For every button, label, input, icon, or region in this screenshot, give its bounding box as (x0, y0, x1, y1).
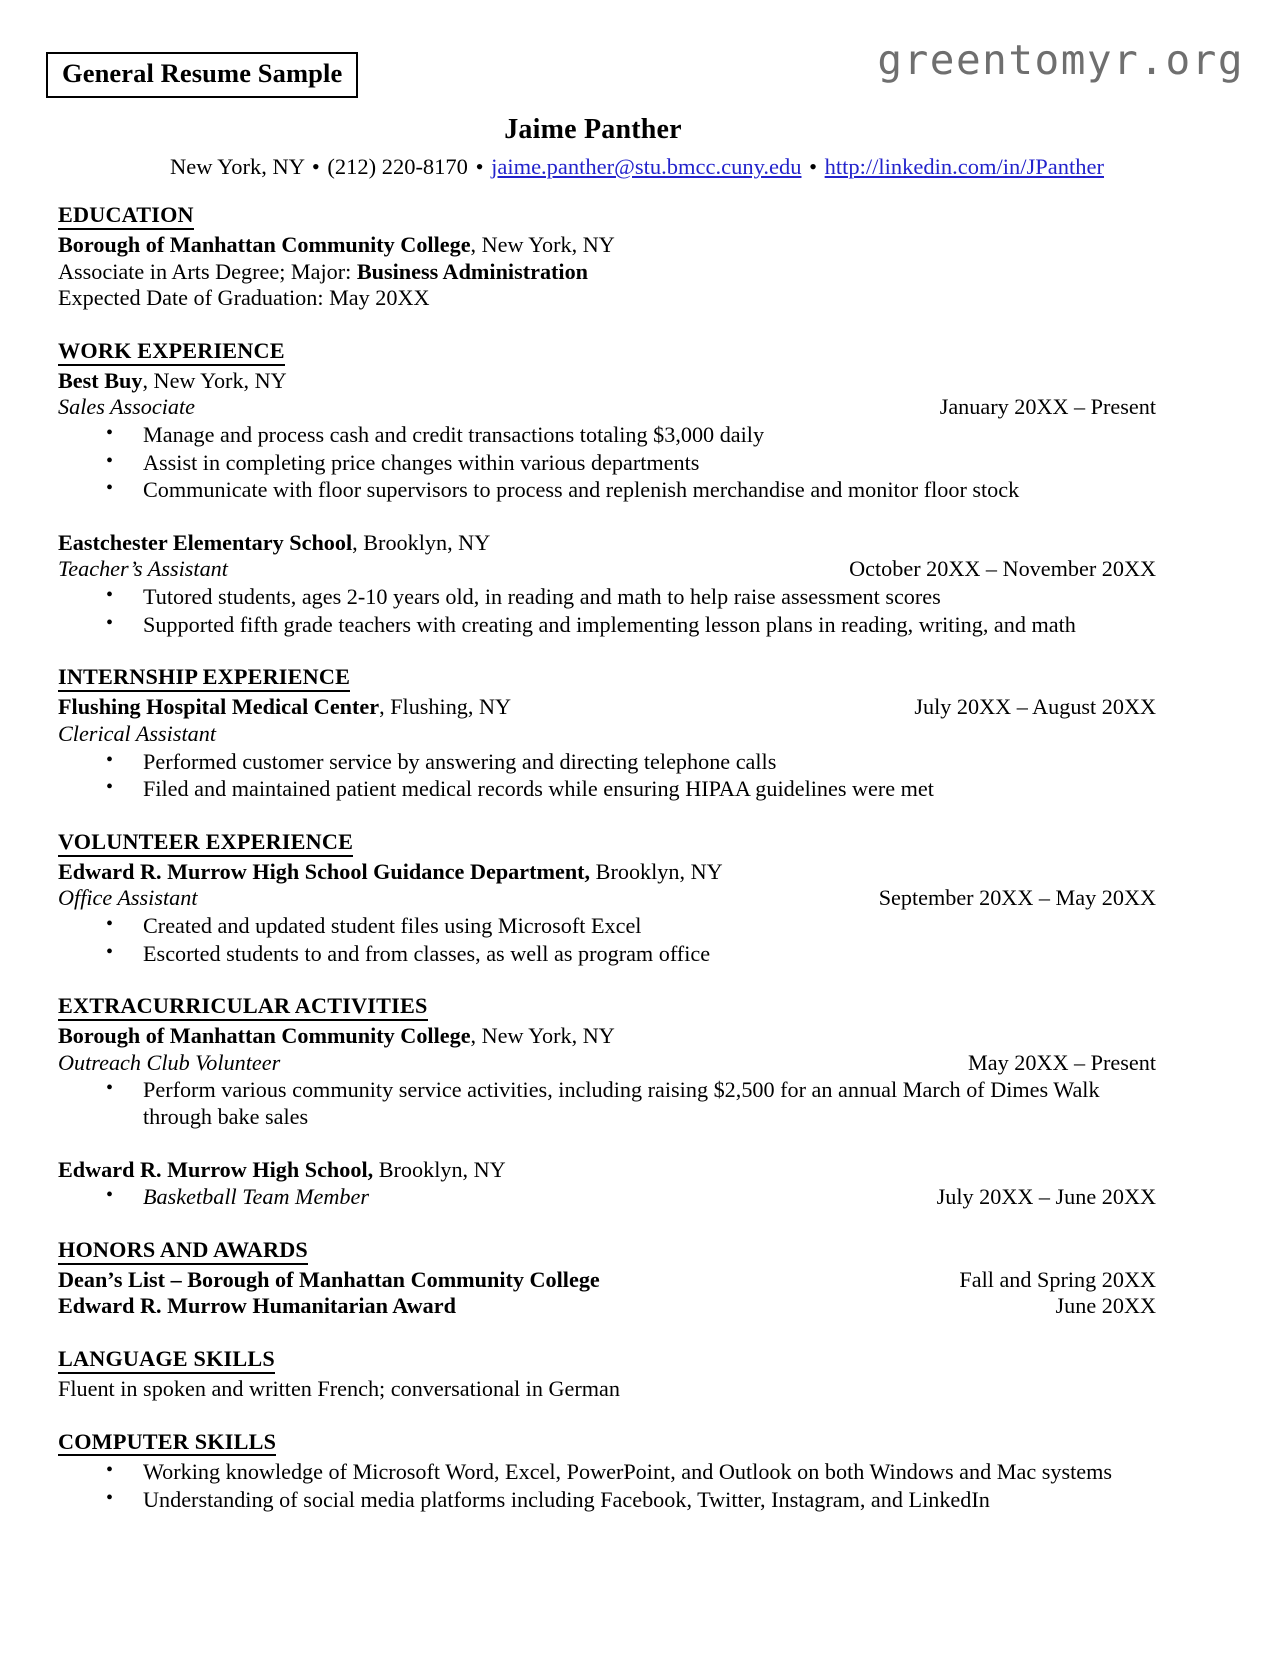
education-school-location: , New York, NY (470, 231, 615, 257)
list-item: • Performed customer service by answering and directing telephone calls (106, 749, 1156, 776)
volunteer-title: Office Assistant (58, 885, 198, 911)
internship-bullets (58, 749, 1156, 803)
work-entry-org-name: Eastchester Elementary School (58, 529, 353, 555)
list-item (106, 1184, 1156, 1211)
internship-title: Clerical Assistant (58, 720, 216, 746)
section-work-experience (58, 338, 1156, 639)
language-skills-body: Fluent in spoken and written French; conversational in German (58, 1375, 620, 1401)
honor-label: Dean’s List – Borough of Manhattan Community College (58, 1266, 600, 1292)
extracurricular-org-location: Brooklyn, NY (373, 1156, 506, 1182)
resume-body (0, 202, 1282, 1514)
section-heading-language-skills: LANGUAGE SKILLS (58, 1347, 275, 1374)
contact-linkedin-link[interactable]: http://linkedin.com/in/JPanther (824, 154, 1104, 179)
extracurricular-bullets (58, 1077, 1156, 1130)
extracurricular-date: May 20XX – Present (968, 1049, 1156, 1075)
section-heading-extracurricular: EXTRACURRICULAR ACTIVITIES (58, 994, 428, 1021)
extracurricular-bullets (58, 1184, 1156, 1211)
education-graduation-line: Expected Date of Graduation: May 20XX (58, 285, 430, 311)
contact-email-link[interactable]: jaime.panther@stu.bmcc.cuny.edu (491, 154, 802, 179)
volunteer-title-line (58, 885, 1156, 912)
entry-spacer (58, 504, 1156, 530)
honor-row (58, 1293, 1156, 1320)
contact-separator-3: • (809, 154, 818, 179)
list-item: • Understanding of social media platforms including Facebook, Twitter, Instagram, and LinkedIn (106, 1487, 1156, 1514)
contact-separator-1: • (311, 154, 320, 179)
candidate-name: Jaime Panther (504, 114, 682, 145)
work-entry-title-line (58, 394, 1156, 421)
work-entry-title: Teacher’s Assistant (58, 556, 228, 582)
section-heading-internship-experience: INTERNSHIP EXPERIENCE (58, 665, 350, 692)
section-heading-work-experience: WORK EXPERIENCE (58, 339, 285, 366)
entry-spacer (58, 1131, 1156, 1157)
honor-row (58, 1267, 1156, 1294)
education-school-name: Borough of Manhattan Community College (58, 231, 471, 257)
extracurricular-entry (58, 1023, 1156, 1131)
work-entry-org-line (58, 530, 1156, 557)
contact-line (0, 146, 1282, 180)
work-entry-org-line (58, 368, 1156, 395)
list-item: • Perform various community service activities, including raising $2,500 for an annual March of Dimes Walk through bake sales (106, 1077, 1156, 1130)
section-heading-computer-skills: COMPUTER SKILLS (58, 1430, 276, 1457)
contact-separator-2: • (475, 154, 484, 179)
education-degree-line (58, 259, 1156, 286)
education-major: Business Administration (356, 258, 589, 284)
work-entry-title: Sales Associate (58, 394, 196, 420)
extracurricular-org-line (58, 1023, 1156, 1050)
honor-date: June 20XX (1055, 1293, 1156, 1319)
extracurricular-role: • Basketball Team Member (143, 1184, 369, 1210)
list-item: • Manage and process cash and credit transactions totaling $3,000 daily (106, 422, 1156, 449)
work-entry (58, 368, 1156, 504)
section-internship-experience (58, 664, 1156, 802)
section-heading-volunteer-experience: VOLUNTEER EXPERIENCE (58, 830, 353, 857)
section-honors-and-awards (58, 1237, 1156, 1320)
volunteer-org-name: Edward R. Murrow High School Guidance Department, (58, 858, 591, 884)
work-entry-org-name: Best Buy (58, 367, 143, 393)
list-item: • Filed and maintained patient medical records while ensuring HIPAA guidelines were met (106, 776, 1156, 803)
section-computer-skills (58, 1429, 1156, 1514)
honor-label: Edward R. Murrow Humanitarian Award (58, 1293, 456, 1319)
volunteer-org-line (58, 859, 1156, 886)
section-heading-education: EDUCATION (58, 203, 194, 230)
list-item: • Created and updated student files using Microsoft Excel (106, 913, 1156, 940)
extracurricular-title-line (58, 1050, 1156, 1077)
contact-phone: (212) 220-8170 (327, 154, 468, 179)
list-item: • Assist in completing price changes within various departments (106, 450, 1156, 477)
extracurricular-title: Outreach Club Volunteer (58, 1049, 281, 1075)
internship-org-line (58, 694, 1156, 721)
work-entry (58, 530, 1156, 639)
sample-title-badge: General Resume Sample (46, 52, 358, 98)
internship-date: July 20XX – August 20XX (914, 694, 1156, 720)
section-education (58, 202, 1156, 312)
education-degree-prefix: Associate in Arts Degree; Major: (58, 258, 357, 284)
work-entry-org-location: , Brooklyn, NY (352, 529, 491, 555)
internship-org-location: , Flushing, NY (379, 694, 512, 720)
extracurricular-role-date: July 20XX – June 20XX (936, 1184, 1156, 1210)
list-item: • Working knowledge of Microsoft Word, Excel, PowerPoint, and Outlook on both Windows and Mac systems (106, 1459, 1156, 1486)
education-school-line (58, 232, 1156, 259)
volunteer-date: September 20XX – May 20XX (878, 885, 1156, 911)
work-entry-org-location: , New York, NY (142, 367, 287, 393)
work-entry-date: January 20XX – Present (939, 394, 1156, 420)
work-entry-bullets (58, 422, 1156, 504)
honor-date: Fall and Spring 20XX (959, 1266, 1156, 1292)
computer-skills-bullets (58, 1459, 1156, 1513)
work-entry-date: October 20XX – November 20XX (849, 556, 1156, 582)
internship-org-name: Flushing Hospital Medical Center (58, 694, 380, 720)
section-heading-honors: HONORS AND AWARDS (58, 1238, 308, 1265)
section-volunteer-experience (58, 829, 1156, 967)
list-item: • Escorted students to and from classes, as well as program office (106, 941, 1156, 968)
section-language-skills (58, 1346, 1156, 1403)
list-item: • Communicate with floor supervisors to process and replenish merchandise and monitor floor stock (106, 477, 1156, 504)
work-entry-bullets (58, 584, 1156, 638)
extracurricular-entry (58, 1157, 1156, 1211)
extracurricular-org-location: , New York, NY (470, 1023, 615, 1049)
extracurricular-org-name: Edward R. Murrow High School, (58, 1156, 374, 1182)
volunteer-bullets (58, 913, 1156, 967)
section-extracurricular-activities (58, 993, 1156, 1211)
contact-location: New York, NY (170, 154, 305, 179)
extracurricular-org-name: Borough of Manhattan Community College (58, 1023, 471, 1049)
page-header (0, 0, 1282, 100)
list-item: • Supported fifth grade teachers with creating and implementing lesson plans in reading, writing, and math (106, 612, 1156, 639)
list-item: • Tutored students, ages 2-10 years old, in reading and math to help raise assessment scores (106, 584, 1156, 611)
site-watermark: greentomyr.org (877, 36, 1244, 84)
work-entry-title-line (58, 556, 1156, 583)
volunteer-org-location: Brooklyn, NY (590, 858, 723, 884)
extracurricular-org-line (58, 1157, 1156, 1184)
